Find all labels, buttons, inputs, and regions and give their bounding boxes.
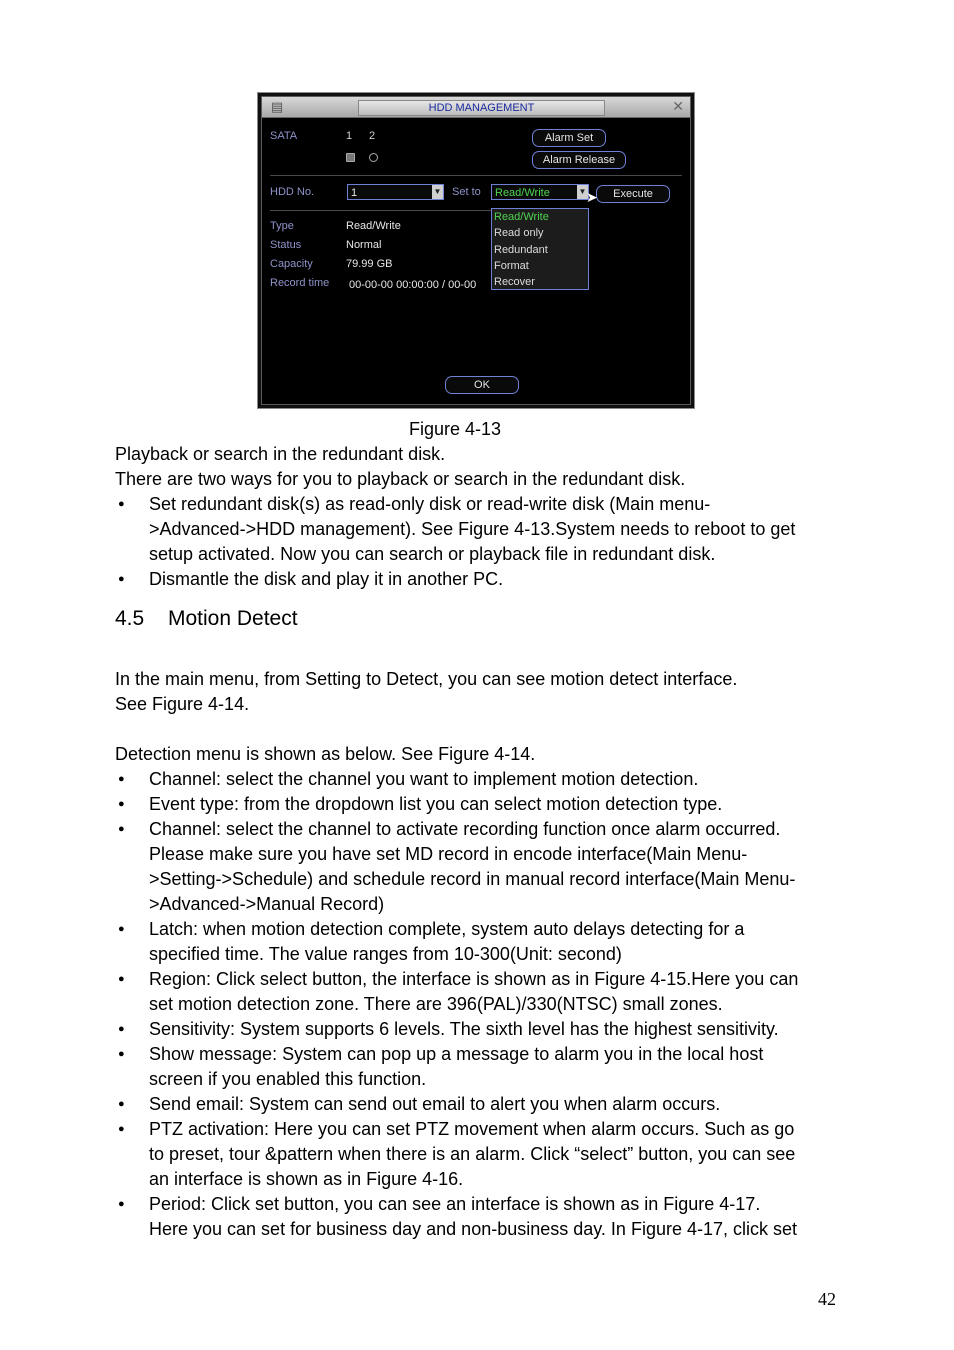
chevron-down-icon: ▼ (432, 185, 443, 199)
bullet-icon: ● (118, 773, 125, 785)
paragraph: Detection menu is shown as below. See Figure 4-14. (115, 744, 536, 764)
bullet-text: >Advanced->HDD management). See Figure 4-13.System needs to reboot to get (149, 519, 796, 539)
bullet-text: Show message: System can pop up a message to alarm you in the local host (149, 1044, 764, 1064)
ok-button[interactable]: OK (445, 376, 519, 394)
chevron-down-icon: ▼ (577, 185, 588, 199)
bullet-text: to preset, tour &pattern when there is an alarm. Click “select” button, you can see (149, 1144, 796, 1164)
paragraph: In the main menu, from Setting to Detect, you can see motion detect interface. (115, 669, 738, 689)
page-number: 42 (818, 1289, 836, 1309)
bullet-text: Send email: System can send out email to alert you when alarm occurs. (149, 1094, 721, 1114)
option-recover[interactable]: Recover (494, 276, 535, 289)
record-time-label: Record time (270, 277, 330, 289)
hdd-management-screenshot (257, 92, 695, 409)
section-number: 4.5 (115, 607, 145, 630)
figure-caption: Figure 4-13 (409, 419, 502, 439)
section-title: Motion Detect (168, 607, 298, 630)
record-time-value: 00-00-00 00:00:00 / 00-00 (349, 279, 477, 291)
capacity-label: Capacity (270, 258, 313, 270)
type-value: Read/Write (346, 220, 401, 232)
bullet-icon: ● (118, 973, 125, 985)
hdd-no-value: 1 (351, 187, 358, 199)
paragraph: Playback or search in the redundant disk. (115, 444, 446, 464)
option-read-only[interactable]: Read only (494, 227, 544, 240)
bullet-icon: ● (118, 823, 125, 835)
bullet-icon: ● (118, 498, 125, 510)
bullet-text: Here you can set for business day and non-business day. In Figure 4-17, click set (149, 1219, 798, 1239)
bullet-icon: ● (118, 1098, 125, 1110)
bullet-icon: ● (118, 573, 125, 585)
bullet-text: setup activated. Now you can search or playback file in redundant disk. (149, 544, 716, 564)
option-read-write[interactable]: Read/Write (494, 211, 549, 223)
bullet-icon: ● (118, 1123, 125, 1135)
alarm-set-button[interactable]: Alarm Set (532, 129, 606, 147)
paragraph: There are two ways for you to playback or search in the redundant disk. (115, 469, 686, 489)
sata-port-1: 1 (346, 130, 353, 142)
bullet-icon: ● (118, 1198, 125, 1210)
separator (270, 210, 510, 211)
bullet-text: >Setting->Schedule) and schedule record in manual record interface(Main Menu- (149, 869, 796, 889)
window-title: HDD MANAGEMENT (358, 100, 605, 116)
hdd-management-window (261, 96, 691, 405)
bullet-text: Channel: select the channel to activate recording function once alarm occurred. (149, 819, 781, 839)
mouse-cursor-icon: ➤ (586, 189, 598, 205)
bullet-icon: ● (118, 798, 125, 810)
bullet-text: an interface is shown as in Figure 4-16. (149, 1169, 464, 1189)
execute-button[interactable]: Execute (596, 185, 670, 203)
close-icon[interactable]: ✕ (672, 98, 684, 114)
bullet-icon: ● (118, 1023, 125, 1035)
hdd-no-label: HDD No. (270, 186, 315, 198)
bullet-text: Period: Click set button, you can see an interface is shown as in Figure 4-17. (149, 1194, 761, 1214)
set-to-dropdown-list (491, 208, 589, 290)
bullet-icon: ● (118, 1048, 125, 1060)
sata-port-2: 2 (369, 130, 376, 142)
alarm-release-button[interactable]: Alarm Release (532, 151, 626, 169)
bullet-text: Set redundant disk(s) as read-only disk or read-write disk (Main menu- (149, 494, 711, 514)
separator (270, 175, 682, 176)
hdd-no-select[interactable] (347, 184, 444, 200)
paragraph: See Figure 4-14. (115, 694, 250, 714)
status-label: Status (270, 239, 302, 251)
window-menu-icon: ▤ (270, 99, 284, 114)
bullet-text: specified time. The value ranges from 10-300(Unit: second) (149, 944, 622, 964)
set-to-value: Read/Write (495, 187, 550, 199)
sata-2-radio[interactable] (369, 153, 378, 162)
bullet-text: set motion detection zone. There are 396(PAL)/330(NTSC) small zones. (149, 994, 723, 1014)
section-heading (115, 605, 298, 633)
set-to-label: Set to (452, 186, 481, 198)
bullet-icon: ● (118, 923, 125, 935)
bullet-text: Sensitivity: System supports 6 levels. The sixth level has the highest sensitivity. (149, 1019, 779, 1039)
bullet-text: Channel: select the channel you want to implement motion detection. (149, 769, 699, 789)
set-to-select[interactable] (491, 184, 589, 200)
bullet-text: Event type: from the dropdown list you can select motion detection type. (149, 794, 723, 814)
bullet-text: screen if you enabled this function. (149, 1069, 427, 1089)
option-format[interactable]: Format (494, 259, 529, 272)
bullet-text: Please make sure you have set MD record in encode interface(Main Menu- (149, 844, 748, 864)
bullet-text: >Advanced->Manual Record) (149, 894, 385, 914)
type-label: Type (270, 220, 294, 232)
capacity-value: 79.99 GB (346, 258, 393, 270)
window-titlebar (262, 97, 690, 118)
bullet-text: PTZ activation: Here you can set PTZ movement when alarm occurs. Such as go (149, 1119, 795, 1139)
sata-1-radio[interactable] (346, 153, 355, 162)
bullet-text: Region: Click select button, the interface is shown as in Figure 4-15.Here you can (149, 969, 799, 989)
sata-label: SATA (270, 130, 298, 142)
bullet-text: Dismantle the disk and play it in another PC. (149, 569, 504, 589)
option-redundant[interactable]: Redundant (494, 243, 548, 256)
bullet-text: Latch: when motion detection complete, system auto delays detecting for a (149, 919, 745, 939)
status-value: Normal (346, 239, 382, 251)
